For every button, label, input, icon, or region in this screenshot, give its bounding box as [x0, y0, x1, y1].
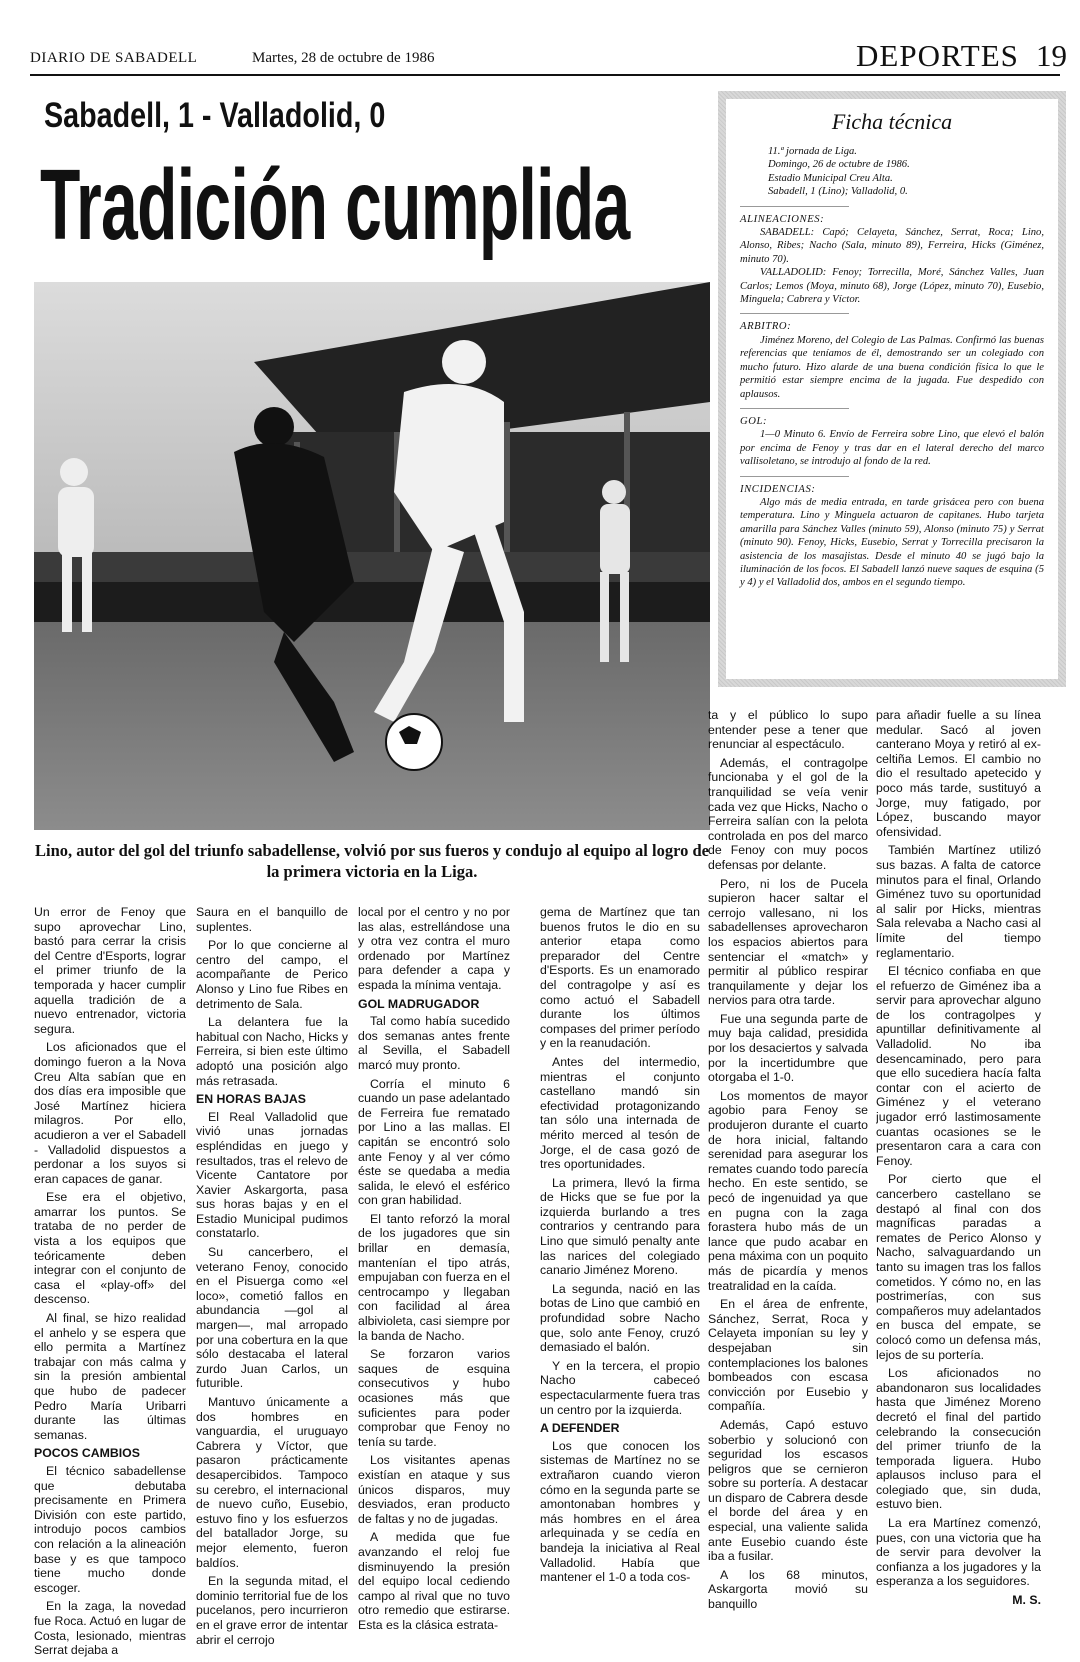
subheading: POCOS CAMBIOS [34, 1446, 140, 1461]
article-column-6 [876, 708, 1041, 1608]
paragraph: Ese era el objetivo, amarrar los puntos. Se trataba de no perder de vista a los equipos que teóricamente deben integrar con el conjunto de casa el «play-off» del descenso. [34, 1190, 186, 1307]
matchday-line: 11.ª jornada de Liga. [768, 146, 857, 157]
article-column-4 [540, 905, 700, 1589]
technical-sheet-intro [740, 145, 1044, 199]
subheading: GOL MADRUGADOR [358, 996, 480, 1011]
stadium-line: Estadio Municipal Creu Alta. [768, 172, 893, 184]
goal-heading: GOL: [740, 415, 768, 427]
match-photo [34, 282, 710, 830]
paragraph: En la zaga, la novedad fue Roca. Actuó en lugar de Costa, lesionado, mientras Serrat dejaba a [34, 1599, 186, 1658]
issue-date: Martes, 28 de octubre de 1986 [252, 50, 435, 66]
paragraph: Los momentos de mayor agobio para Fenoy se produjeron durante el cuarto de hora inicial, faltando serenidad para asegurar los remates cuando todo parecía hecho. En este sentido, se pecó de ingenuidad ya que en pugna con la zaga forastera hubo más de un lance que pudo acabar en pena máxima con un poquito más de picardía y menos treatralidad en la caída. [708, 1088, 868, 1293]
lineup-sabadell: SABADELL: Capó; Celayeta, Sánchez, Serrat, Roca; Lino, Alonso, Ribes; Nacho (Sala, minuto 89), Ferreira, Hicks (Giménez, minuto 70). [740, 227, 1044, 265]
paragraph: gema de Martínez que tan buenos frutos le dio en su anterior etapa como preparador del Centre d'Esports. Es un enamorado del contragolpe y así es como actuó el Sabadell durante los últimos compases del primer período y en la reanudación. [540, 905, 700, 1051]
paragraph: Un error de Fenoy que supo aprovechar Lino, bastó para cerrar la crisis del Centre d'Esports, lograr el primer triunfo de la temporada y hacer cumplir aquella tradición de a nuevo entrenador, victoria segura. [34, 905, 186, 1036]
paragraph: Saura en el banquillo de suplentes. [196, 905, 348, 934]
paragraph: Por cierto que el cancerbero castellano se destapó al final con dos magníficas paradas a remates de Perico Alonso y Nacho, salvaguardando un tanto su imagen tras los fallos cometidos. Y cómo no, en las postrimerías, con sus compañeros muy adelantados en busca del empate, se colocó como un defensa más, lejos de su portería. [876, 1172, 1041, 1362]
paragraph: Su cancerbero, el veterano Fenoy, conocido en el Pisuerga como «el loco», cometió fallos en abundancia —gol al margen—, mal arropado por una cobertura en la que sólo destacaba el lateral zurdo Juan Carlos, un futurible. [196, 1245, 348, 1391]
referee-text: Jiménez Moreno, del Colegio de Las Palmas. Confirmó las buenas referencias que teníamos de él, demostrando ser un colegiado con mucho futuro. Hizo alarde de una buena condición física lo que le permitió estar siempre encima de la jugada. Fue despedido con aplausos. [740, 334, 1044, 400]
paragraph: ta y el público lo supo entender pese a tener que renunciar al espectáculo. [708, 708, 868, 752]
paragraph: Mantuvo únicamente a dos hombres en vanguardia, el uruguayo Cabrera y Víctor, que pasaron prácticamente desapercibidos. Tampoco su cerebro, el internacional de nuevo cuño, Eusebio, estuvo fino y los esfuerzos del batallador Jorge, su mejor elemento, fueron baldíos. [196, 1395, 348, 1570]
paragraph: Se forzaron varios saques de esquina consecutivos y hubo ocasiones más que suficientes para poder comprobar que Fenoy no tenía su tarde. [358, 1347, 510, 1449]
divider [740, 408, 849, 409]
paragraph: En el área de enfrente, Sánchez, Serrat, Roca y Celayeta imponían su ley y despejaban sin contemplaciones los balones bombeados con escasa convicción por Eusebio y compañía. [708, 1297, 868, 1414]
newspaper-name: DIARIO DE SABADELL [30, 50, 198, 66]
paragraph: La era Martínez comenzó, pues, con una victoria que ha de servir para devolver la confianza a los jugadores y la esperanza a los seguidores. [876, 1516, 1041, 1589]
paragraph: Tal como había sucedido dos semanas antes frente al Sevilla, el Sabadell marcó muy pronto. [358, 1014, 510, 1072]
paragraph: Los que conocen los sistemas de Martínez no se extrañaron cuando vieron cómo en la segunda parte se amontonaban hombres y más hombres en el área arlequinada y se cedía en bandeja la iniciativa al Real Valladolid. Había que mantener el 1-0 a toda cos- [540, 1438, 700, 1585]
paragraph: Al final, se hizo realidad el anhelo y se espera que ello permita a Martínez trabajar con más calma y sin la presión ambiental que hubo de padecer Pedro María Uribarri durante las últimas semanas. [34, 1311, 186, 1442]
paragraph: A los 68 minutos, Askargorta movió su banquillo [708, 1567, 868, 1612]
paragraph: A medida que fue avanzando el reloj fue disminuyendo la presión del equipo local cediendo campo al rival que no tuvo otro remedio que estirarse. Esta es la clásica estrata- [358, 1530, 510, 1632]
referee-heading: ARBITRO: [740, 321, 792, 333]
article-column-2 [196, 905, 348, 1651]
paragraph: La segunda, nació en las botas de Lino que cambió en profundidad sobre Nacho que, solo ante Fenoy, cruzó demasiado el balón. [540, 1281, 700, 1355]
divider [740, 313, 849, 314]
football-photo-illustration [34, 282, 710, 830]
paragraph: Por lo que concierne al centro del campo, el acompañante de Perico Alonso y Lino fue Ribes en detrimento de Sala. [196, 938, 348, 1011]
paragraph: Corría el minuto 6 cuando un pase adelantado de Ferreira fue rematado por Lino a las mallas. El capitán se encontró solo ante Fenoy y al ver cómo éste se quedaba a media salida, le elevó el esférico con gran habilidad. [358, 1076, 510, 1208]
headline: Tradición cumplida [40, 149, 630, 261]
paragraph: El Real Valladolid que vivió unas jornadas espléndidas en juego y resultados, tras el relevo de Vicente Cantatore por Xavier Askargorta, pasa sus horas bajas y en el Estadio Municipal pudimos constatarlo. [196, 1109, 348, 1241]
divider [740, 206, 849, 207]
match-date-line: Domingo, 26 de octubre de 1986. [768, 159, 910, 171]
incidents-heading: INCIDENCIAS: [740, 483, 816, 495]
article-column-1 [34, 905, 186, 1662]
technical-sheet-box [718, 91, 1066, 687]
paragraph: En la segunda mitad, el dominio territorial fue de los pucelanos, pero incurrieron en el grave error de intentar abrir el cerrojo [196, 1574, 348, 1647]
paragraph: Además, Capó estuvo soberbio y solucionó con seguridad los escasos peligros que se cernieron sobre su portería. A destacar un disparo de Cabrera desde el borde del área y en especial, una valiente salida ante Eusebio cuando éste iba a fusilar. [708, 1417, 868, 1564]
technical-sheet-title: Ficha técnica [831, 109, 953, 134]
paragraph: También Martínez utilizó sus bazas. A falta de catorce minutos para el final, Orlando Giménez tuvo su oportunidad al salir por Hicks, mientras Sala relevaba a Nacho casi al límite del tiempo reglamentario. [876, 843, 1041, 960]
lineup-valladolid: VALLADOLID: Fenoy; Torrecilla, Moré, Sánchez Valles, Juan Carlos; Lemos (Moya, minuto 68), Jorge (López, minuto 70), Eusebio, Minguela; Cabrera y Víctor. [740, 267, 1044, 306]
match-score: Sabadell, 1 - Valladolid, 0 [44, 96, 386, 135]
paragraph: Los aficionados no abandonaron sus localidades hasta que Jiménez Moreno decretó el final del partido celebrando la consecución del primer triunfo de la temporada liguera. Hubo aplausos incluso para el colegiado que, sin duda, estuvo bien. [876, 1366, 1041, 1512]
paragraph: Fue una segunda parte de muy baja calidad, presidida por los desaciertos y salvada por la incertidumbre que otorgaba el 1-0. [708, 1011, 868, 1085]
paragraph: La primera, llevó la firma de Hicks que se fue por la izquierda burlando a tres contrarios y centrando para Lino que simuló penalty ante las narices del colegiado canario Jiménez Moreno. [540, 1175, 700, 1278]
paragraph: El técnico sabadellense que debutaba precisamente en Primera División con este partido, introdujo pocos cambios con relación a la alineación base y es que tampoco tiene mucho donde escoger. [34, 1463, 186, 1595]
result-line: Sabadell, 1 (Lino); Valladolid, 0. [768, 186, 908, 198]
paragraph: Y en la tercera, el propio Nacho cabeceó espectacularmente fuera tras un centro por la izquierda. [540, 1358, 700, 1417]
article-column-5 [708, 708, 868, 1616]
article-column-3 [358, 905, 510, 1637]
author-signature: M. S. [1012, 1593, 1041, 1608]
paragraph: Antes del intermedio, mientras el conjunto castellano mandó sin efectividad protagonizando tan sólo una internada de mérito merced al tesón de Jorge, el de casa gozó de tres oportunidades. [540, 1054, 700, 1172]
page-number: 19 [1036, 38, 1067, 73]
goal-text: 1—0 Minuto 6. Envío de Ferreira sobre Lino, que elevó el balón por encima de Fenoy y tras dar en el lateral derecho del marco vallisoletano, se introdujo al fondo de la red. [740, 429, 1044, 468]
paragraph: Los aficionados que el domingo fueron a la Nova Creu Alta sabían que en dos días era imposible que José Martínez hiciera milagros. Por ello, acudieron a ver el Sabadell - Valladolid dispuestos a perdonar a los suyos si eran capaces de ganar. [34, 1040, 186, 1186]
subheading: EN HORAS BAJAS [196, 1092, 307, 1107]
section-title: DEPORTES [856, 38, 1019, 73]
incidents-text: Algo más de media entrada, en tarde grisácea pero con buena temperatura. Lino y Minguela actuaron de capitanes. Hubo tarjeta amarilla para Sánchez Valles (minuto 59), Alonso (minuto 75) y Serrat (minuto 90). Fenoy, Hicks, Eusebio, Serrat y Torrecilla precisaron la asistencia de los masajistas. Desde el minuto 40 se jugó bajo la iluminación de los focos. El Sabadell lanzó nueve saques de esquina (5 y 4) y el Valladolid dos, ambos en el segundo tiempo. [740, 496, 1044, 589]
paragraph: La delantera fue la habitual con Nacho, Hicks y Ferreira, si bien este último adoptó una posición algo más retrasada. [196, 1015, 348, 1088]
paragraph: local por el centro y no por las alas, estrellándose una y otra vez contra el muro ordenado por Martínez para defender a capa y espada la mínima ventaja. [358, 905, 510, 992]
divider [740, 476, 849, 477]
page-header [30, 38, 1067, 76]
subheading: A DEFENDER [540, 1421, 620, 1436]
paragraph: Además, el contragolpe funcionaba y el gol de la tranquilidad se veía venir cada vez que Hicks, Nacho o Ferreira salían con la pelota controlada en pos del marco de Fenoy con muy pocos defensas por delante. [708, 755, 868, 872]
photo-caption: Lino, autor del gol del triunfo sabadellense, volvió por sus fueros y condujo al equipo al logro de la primera victoria en la Liga. [35, 841, 709, 881]
paragraph: Pero, ni los de Pucela supieron hacer saltar el cerrojo vallesano, ni los sabadellenses aprovecharon los espacios abiertos para sentenciar el «match» y permitir al público respirar tranquilamente y dejar los nervios para otra tarde. [708, 876, 868, 1008]
lineups-heading: ALINEACIONES: [740, 213, 825, 225]
paragraph: para añadir fuelle a su línea medular. Sacó al joven canterano Moya y retiró al ex-celtiña Lemos. El cambio no dio el resultado apetecido y poco más tarde, sustituyó a Jorge, muy fatigado, por López, buscando mayor ofensividad. [876, 708, 1041, 839]
paragraph: El técnico confiaba en que el refuerzo de Giménez iba a servir para aprovechar alguno de los contragolpes y apuntillar definitivamente al Valladolid. No iba desencaminado, pero para que ello sucediera hacía falta contar con el acierto de Giménez y el veterano jugador erró lastimosamente cuantas ocasiones se le presentaron cara a cara con Fenoy. [876, 964, 1041, 1168]
paragraph: El tanto reforzó la moral de los jugadores que sin brillar en demasía, mantenían el tipo atrás, empujaban con fuerza en el centrocampo y llegaban con facilidad al área albivioleta, casi siempre por la banda de Nacho. [358, 1211, 510, 1343]
paragraph: Los visitantes apenas existían en ataque y sus únicos disparos, muy desviados, eran producto de faltas y no de jugadas. [358, 1453, 510, 1526]
